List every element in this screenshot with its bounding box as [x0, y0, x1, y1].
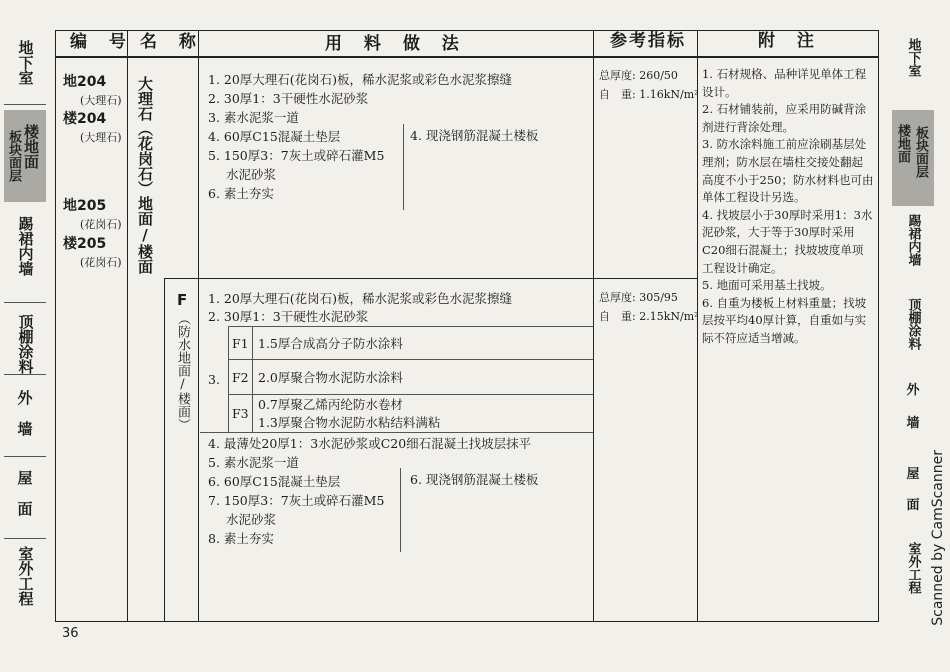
note-item: 4. 找坡层小于30厚时采用1：3水泥砂浆，大于等于30厚时采用C20细石混凝土；找坡坡度单项工程设计确定。	[702, 207, 873, 275]
method-line: 水泥砂浆	[226, 512, 277, 527]
tab-outdoor-works[interactable]: 室外工程	[16, 546, 35, 606]
tab-basement-right[interactable]: 地下室	[905, 38, 921, 77]
code-sub: (大理石)	[80, 131, 122, 144]
method-line: 7. 150厚3：7灰土或碎石灌M5	[208, 493, 385, 508]
tab-floor-active[interactable]: 板块面层 楼地面	[4, 110, 46, 202]
variant-name: （防水地面/楼面）	[175, 312, 190, 431]
method-line: 6. 60厚C15混凝土垫层	[208, 474, 341, 489]
note-item: 6. 自重为楼板上材料重量；找坡层按平均40厚计算，自重如与实际不符应适当增减。	[702, 295, 867, 345]
method-line-slab: 4. 现浇钢筋混凝土楼板	[410, 128, 539, 143]
notes-list	[702, 66, 874, 348]
option-code: F2	[232, 370, 249, 385]
note-item: 5. 地面可采用基土找坡。	[702, 278, 832, 293]
scanner-watermark: Scanned by CamScanner	[930, 450, 946, 626]
code-sub: (花岗石)	[80, 256, 122, 269]
method-line: 5. 150厚3：7灰土或碎石灌M5	[208, 148, 385, 163]
code-sub: (花岗石)	[80, 218, 122, 231]
method-line: 1. 20厚大理石(花岗石)板，稀水泥浆或彩色水泥浆擦缝	[208, 72, 513, 87]
option-text: 2.0厚聚合物水泥防水涂料	[258, 370, 403, 385]
tab-basement[interactable]: 地下室	[16, 40, 35, 85]
code-item: 地204	[63, 74, 107, 90]
tab-outdoor-works-right[interactable]: 室外工程	[905, 542, 921, 594]
tab-roof-right[interactable]: 屋 面	[906, 467, 920, 513]
variant-letter: F	[177, 291, 188, 309]
method-line: 2. 30厚1：3干硬性水泥砂浆	[208, 309, 369, 324]
tab-skirting-walls[interactable]: 踢裙内墙	[16, 216, 35, 276]
option-text: 0.7厚聚乙烯丙纶防水卷材	[258, 397, 403, 412]
note-item: 2. 石材铺装前，应采用防碱背涂剂进行背涂处理。	[702, 102, 867, 134]
method-line-slab: 6. 现浇钢筋混凝土楼板	[410, 472, 539, 487]
method-line: 2. 30厚1：3干硬性水泥砂浆	[208, 91, 369, 106]
header-name: 名 称	[140, 32, 204, 52]
page-number: 36	[62, 626, 79, 641]
code-sub: (大理石)	[80, 94, 122, 107]
code-item: 地205	[63, 198, 107, 214]
method-line: 1. 20厚大理石(花岗石)板，稀水泥浆或彩色水泥浆擦缝	[208, 291, 513, 306]
header-method: 用 料 做 法	[325, 34, 467, 54]
code-item: 楼205	[63, 236, 107, 252]
header-ref: 参考指标	[610, 31, 686, 51]
header-notes: 附 注	[758, 31, 822, 51]
tab-skirting-walls-right[interactable]: 踢裙内墙	[905, 214, 921, 266]
note-item: 1. 石材规格、品种详见单体工程设计。	[702, 67, 867, 99]
tab-floor-active-right[interactable]: 楼地面 板块面层	[892, 110, 934, 206]
option-text: 1.3厚聚合物水泥防水粘结料满粘	[258, 415, 441, 430]
method-line: 6. 素土夯实	[208, 186, 274, 201]
method-line: 3. 素水泥浆一道	[208, 110, 299, 125]
material-name: 大理石（花岗石）地面/楼面	[136, 76, 154, 274]
tab-exterior-wall[interactable]: 外 墙	[17, 389, 33, 438]
method-line: 5. 素水泥浆一道	[208, 455, 299, 470]
waterproof-item: 3.	[208, 372, 220, 387]
method-line: 4. 最薄处20厚1：3水泥砂浆或C20细石混凝土找坡层抹平	[208, 436, 532, 451]
tab-ceiling-paint-right[interactable]: 顶棚涂料	[905, 298, 921, 350]
method-line: 水泥砂浆	[226, 167, 277, 182]
tab-roof[interactable]: 屋 面	[17, 469, 33, 518]
option-code: F3	[232, 406, 249, 421]
header-code: 编 号	[70, 32, 134, 52]
ref-weight: 自 重: 2.15kN/m²	[599, 310, 699, 323]
method-line: 4. 60厚C15混凝土垫层	[208, 129, 341, 144]
option-text: 1.5厚合成高分子防水涂料	[258, 336, 403, 351]
tab-ceiling-paint[interactable]: 顶棚涂料	[16, 314, 35, 374]
option-code: F1	[232, 336, 249, 351]
code-item: 楼204	[63, 111, 107, 127]
ref-weight: 自 重: 1.16kN/m²	[599, 88, 699, 101]
ref-thickness: 总厚度: 305/95	[599, 291, 678, 304]
method-line: 8. 素土夯实	[208, 531, 274, 546]
ref-thickness: 总厚度: 260/50	[599, 69, 678, 82]
tab-exterior-wall-right[interactable]: 外 墙	[906, 383, 920, 431]
note-item: 3. 防水涂料施工前应涂刷基层处理剂；防水层在墙柱交接处翻起高度不小于250；防水材料也可由单体工程设计另选。	[702, 137, 874, 205]
